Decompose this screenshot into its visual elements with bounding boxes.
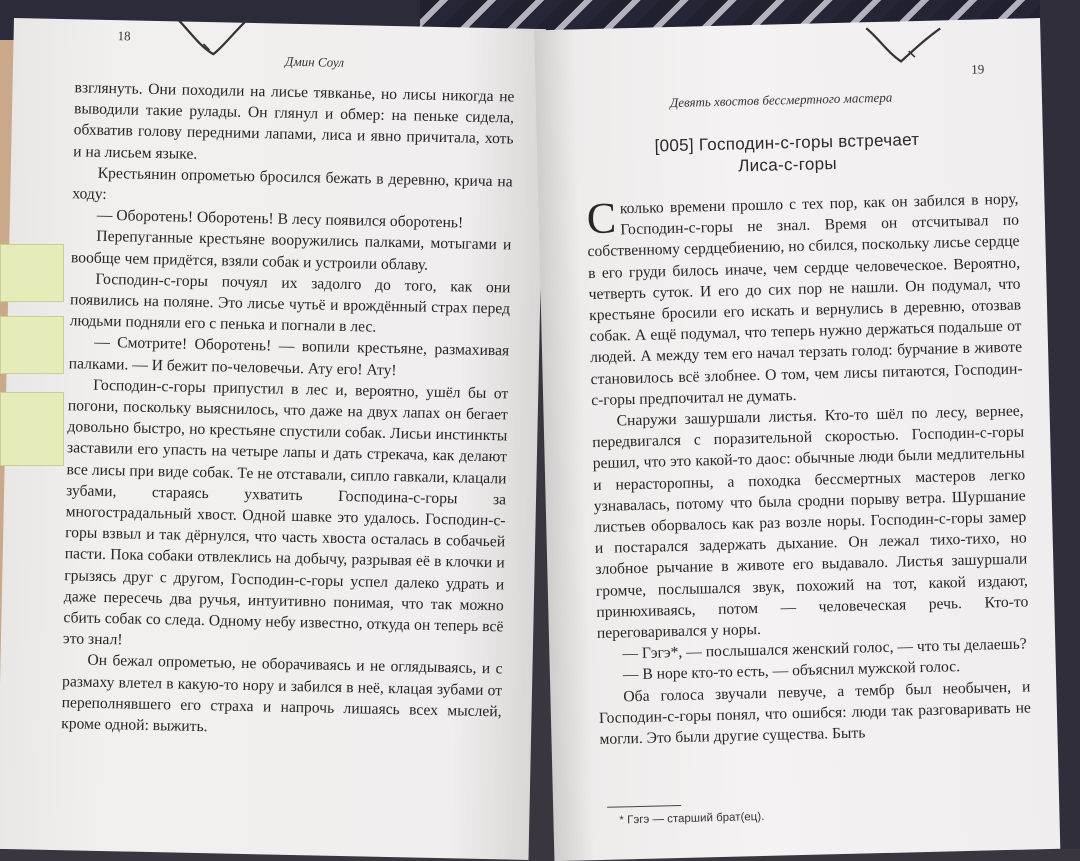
chapter-title (637, 129, 938, 180)
fox-ornament-icon (173, 15, 254, 67)
sticky-note-tab[interactable] (0, 244, 64, 302)
right-body-text (586, 189, 1031, 751)
fox-ornament-icon (864, 20, 945, 72)
first-paragraph-text: колько времени прошло с тех пор, как он забился в нору, Господин-с-горы не знал. Время он отсчитывал по собственному сердцебиению, но сбился, поскольку лисье сердце в его груди билось иначе, чем сердце человеческое. Вероятно, четверть суток. И его до сих пор не нашли. Он подумал, что крестьяне бросили его искать и вернулись в деревню, отозвав собак. А ещё подумал, что теперь нужно держаться подальше от людей. А между тем его начал терзать голод: бурчание в животе становилось всё злобнее. О том, чем лисы питаются, Господин-с-горы предпочитал не думать. (587, 190, 1023, 409)
sticky-note-tab[interactable] (0, 392, 64, 466)
paragraph: — Оборотень! Оборотень! В лесу появился оборотень! (96, 206, 464, 232)
paragraph: Снаружи зашуршали листья. Кто-то шёл по лесу, вернее, передвигался с поразительной скоростью. Господин-с-горы решил, что это какой-то даос: обычные люди были медлительны и нерасторопны, а походка бессмертных мастеров легко узнавалась, потому что была сродни порыву ветра. Шуршание листьев оборвалось как раз возле норы. Господин-с-горы замер и постарался задержать дыхание. Он лежал тихо-тихо, но злобное рычание в животе его выдавало. Листья зашуршали громче, послышался звук, похожий на тот, какой издают, принюхиваясь, потом — человеческая речь. Кто-то переговаривался у норы. (592, 402, 1029, 643)
running-head-author: Дмин Соул (284, 53, 345, 70)
left-body-text (61, 77, 515, 743)
first-paragraph (586, 189, 1023, 412)
page-number-left: 18 (117, 28, 131, 44)
paragraph: взглянуть. Они походили на лисье тявканье, но лисы никогда не выводили такие рулады. Он глянул и обмер: на пеньке сидела, обхватив голову передними лапами, лиса и явно причитала, хоть и на лисьем языке. (73, 79, 515, 163)
paragraph: — Смотрите! Оборотень! — вопили крестьяне, размахивая палками. — И бежит по-человечьи. Ату его! Ату! (68, 334, 510, 379)
left-page (0, 18, 546, 860)
paragraph: Господин-с-горы почуял их задолго до того, как они появились на поляне. Это лисье чутьё и врождённый страх перед людьми подняли его с пенька и погнали в лес. (69, 270, 511, 336)
dropcap-letter: С (586, 193, 617, 244)
chapter-title-line: Лиса-с-горы (737, 154, 838, 176)
chapter-title-line: [005] Господин-с-горы встречает (654, 129, 920, 156)
paragraph: Господин-с-горы припустил в лес и, вероятно, ушёл бы от погони, поскольку выяснилось, что даже на двух лапах он бегает довольно быстро, но крестьяне спустили собак. Лисьи инстинкты заставили его упасть на четыре лапы и дать стрекача, как делают все лисы при виде собак. Те не отставали, сипло гавкали, клацали зубами, стараясь ухватить Господина-с-горы за многострадальный хвост. Одной шавке это удалось. Господин-с-горы взвыл и так дёрнулся, что часть хвоста осталась в собачьей пасти. Пока собаки отвлеклись на добычу, разрывая её в клочки и грызясь друг с другом, Господин-с-горы успел далеко удрать и даже пересечь два ручья, интуитивно понимая, что так можно сбить собак со следа. Одному небу известно, откуда он теперь всё это знал! (62, 376, 509, 649)
paragraph: Крестьянин опрометью бросился бежать в деревню, крича на ходу: (72, 164, 513, 203)
page-number-right: 19 (971, 61, 985, 77)
footnote: * Гэгэ — старший брат(ец). (619, 810, 765, 827)
paragraph: Он бежал опрометью, не оборачиваясь и не оглядываясь, и с размаху влетел в какую-то нору и забился в неё, клацая зубами от переполнявшего его страха и напрочь лишаясь всех мыслей, кроме одной: выжить. (61, 652, 503, 736)
paragraph: — Гэгэ*, — послышался женский голос, — что ты делаешь? (622, 635, 1027, 663)
paragraph: — В норе кто-то есть, — объяснил мужской голос. (622, 658, 961, 684)
footnote-divider (607, 805, 681, 808)
right-page (534, 18, 1060, 861)
paragraph: Оба голоса звучали певуче, а тембр был необычен, и Господин-с-горы понял, что ошибся: люди так разговаривать не могли. Это были другие существа. Быть (598, 678, 1032, 749)
running-head-title: Девять хвостов бессмертного мастера (669, 89, 893, 111)
paragraph: Перепуганные крестьяне вооружились палками, мотыгами и вообще чем придётся, взяли собак и устроили облаву. (70, 228, 512, 274)
sticky-note-tab[interactable] (0, 316, 64, 374)
